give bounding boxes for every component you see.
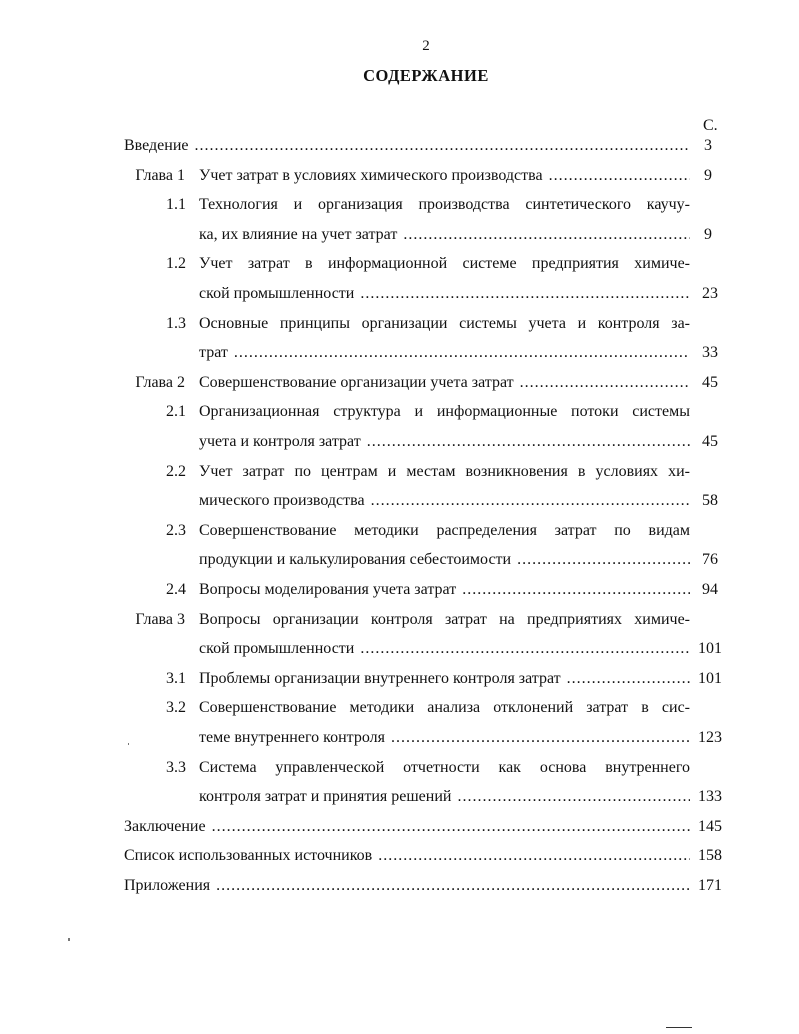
toc-entry-title-text: Система управленческой отчетности как основа внутреннего xyxy=(199,758,690,776)
toc-entry-title-text: Вопросы организации контроля затрат на предприятиях химиче- xyxy=(199,610,690,628)
toc-entry-page: 76 xyxy=(702,551,718,569)
toc-entry-title xyxy=(124,135,690,157)
toc-entry-line xyxy=(0,490,799,512)
toc-entry-number: 1.3 xyxy=(166,314,186,332)
dot-leader xyxy=(216,875,690,897)
toc-entry-number: 3.2 xyxy=(166,699,186,717)
toc-entry-line xyxy=(0,165,799,187)
toc-entry-number: Глава 1 xyxy=(135,166,185,184)
toc-entry-line xyxy=(0,224,799,246)
toc-entry-line xyxy=(0,757,799,779)
toc-entry-title xyxy=(124,845,690,867)
toc-entry-title-text: Приложения xyxy=(124,877,211,894)
toc-entry-title xyxy=(199,727,690,749)
dot-leader xyxy=(371,490,690,512)
toc-entry-title-text: Список использованных источников xyxy=(124,847,373,865)
dot-leader xyxy=(462,579,690,601)
toc-entry-line xyxy=(0,816,799,838)
toc-entry-title-text: Основные принципы организации системы учета и контроля за- xyxy=(199,314,690,332)
dot-leader xyxy=(360,638,690,660)
toc-entry-title xyxy=(199,549,690,571)
toc-entry-title-text: Вопросы моделирования учета затрат xyxy=(199,581,457,598)
toc-entry-title-text: продукции и калькулирования себестоимости xyxy=(199,551,512,569)
toc-entry-line xyxy=(0,431,799,453)
toc-entry-page: 101 xyxy=(698,640,722,658)
toc-entry-title xyxy=(124,875,690,897)
toc-entry-page: 3 xyxy=(704,137,712,154)
toc-entry-line xyxy=(0,579,799,601)
toc-entry-number: 2.4 xyxy=(166,581,186,598)
toc-entry-page: 23 xyxy=(702,285,718,302)
toc-entry-title-text: контроля затрат и принятия решений xyxy=(199,788,452,806)
toc-entry-title-text: Учет затрат по центрам и местам возникновения в условиях хи- xyxy=(199,462,690,480)
toc-entry-line xyxy=(0,845,799,867)
toc-entry-title-text: Совершенствование организации учета затрат xyxy=(199,373,514,391)
toc-entry-number: 2.3 xyxy=(166,521,186,539)
toc-entry-line xyxy=(0,697,799,719)
toc-entry-line xyxy=(0,549,799,571)
toc-entry-page: 145 xyxy=(698,817,722,835)
dot-leader xyxy=(360,283,690,305)
toc-entry-title-text: Введение xyxy=(124,137,189,154)
dot-leader xyxy=(212,816,690,838)
page-title: СОДЕРЖАНИЕ xyxy=(363,66,489,85)
dot-leader xyxy=(549,165,690,187)
page-number: 2 xyxy=(422,38,430,54)
toc-entry-line xyxy=(0,372,799,394)
toc-entry-title xyxy=(199,283,690,305)
dot-leader xyxy=(520,372,690,394)
toc-entry-title-text: Учет затрат в информационной системе предприятия химиче- xyxy=(199,255,690,273)
toc-entry-title xyxy=(199,490,690,512)
toc-entry-page: 33 xyxy=(702,344,718,362)
dot-leader xyxy=(567,668,690,690)
page-column-header: С. xyxy=(703,117,718,134)
toc-entry-page: 123 xyxy=(698,729,722,746)
toc-entry-page: 45 xyxy=(702,433,718,450)
toc-entry-line xyxy=(0,283,799,305)
toc-entry-number: Глава 3 xyxy=(135,610,185,628)
toc-entry-title xyxy=(199,638,690,660)
toc-entry-title xyxy=(199,165,690,187)
toc-entry-title xyxy=(199,579,690,601)
toc-entry-title-text: ской промышленности xyxy=(199,285,355,302)
toc-entry-page: 94 xyxy=(702,581,718,598)
toc-entry-line xyxy=(0,194,799,216)
toc-entry-line xyxy=(0,461,799,483)
toc-entry-line xyxy=(0,520,799,542)
dot-leader xyxy=(234,342,690,364)
toc-entry-line xyxy=(0,401,799,423)
toc-entry-title-text: Проблемы организации внутреннего контроля затрат xyxy=(199,669,561,687)
toc-entry-page: 9 xyxy=(704,166,712,184)
toc-entry-title xyxy=(199,786,690,808)
toc-entry-title-text: Совершенствование методики анализа отклонений затрат в сис- xyxy=(199,699,690,717)
toc-entry-line xyxy=(0,727,799,749)
toc-entry-title-text: ской промышленности xyxy=(199,640,355,658)
dot-leader xyxy=(517,549,690,571)
toc-entry-title-text: Совершенствование методики распределения затрат по видам xyxy=(199,521,690,539)
toc-entry-page: 9 xyxy=(704,225,712,243)
dot-leader xyxy=(195,135,691,157)
toc-entry-title-text: Учет затрат в условиях химического производства xyxy=(199,166,543,184)
toc-entry-line xyxy=(0,875,799,897)
dot-leader xyxy=(457,786,690,808)
toc-entry-title xyxy=(199,372,690,394)
toc-entry-page: 45 xyxy=(702,373,718,391)
toc-entry-title-text: ка, их влияние на учет затрат xyxy=(199,225,398,243)
toc-entry-title-text: теме внутреннего контроля xyxy=(199,729,385,746)
toc-entry-title xyxy=(199,342,690,364)
toc-entry-page: 58 xyxy=(702,492,718,510)
toc-entry-title-text: Технология и организация производства синтетического каучу- xyxy=(199,196,690,214)
toc-entry-line xyxy=(0,313,799,335)
toc-entry-number: 2.2 xyxy=(166,462,186,480)
toc-entry-title-text: учета и контроля затрат xyxy=(199,433,361,450)
scan-edge-mark xyxy=(666,1027,692,1028)
toc-entry-title xyxy=(124,816,690,838)
toc-entry-line xyxy=(0,786,799,808)
dot-leader xyxy=(391,727,690,749)
toc-entry-line xyxy=(0,668,799,690)
toc-entry-title-text: мического производства xyxy=(199,492,365,510)
dot-leader xyxy=(403,224,690,246)
toc-entry-number: Глава 2 xyxy=(135,373,185,391)
toc-entry-line xyxy=(0,342,799,364)
toc-entry-title-text: Заключение xyxy=(124,817,206,835)
toc-entry-line xyxy=(0,253,799,275)
toc-entry-title xyxy=(199,431,690,453)
toc-entry-title xyxy=(199,668,690,690)
scan-speck xyxy=(68,938,70,941)
toc-entry-number: 3.1 xyxy=(166,669,186,687)
toc-entry-page: 101 xyxy=(698,669,722,687)
toc-entry-number: 2.1 xyxy=(166,403,186,421)
toc-entry-number: 1.1 xyxy=(166,196,186,214)
toc-entry-number: 1.2 xyxy=(166,255,186,273)
toc-entry-page: 171 xyxy=(698,877,722,894)
toc-entry-page: 158 xyxy=(698,847,722,865)
toc-entry-line xyxy=(0,638,799,660)
toc-entry-title-text: трат xyxy=(199,344,228,362)
toc-entry-line xyxy=(0,609,799,631)
toc-entry-page: 133 xyxy=(698,788,722,806)
toc-entry-title-text: Организационная структура и информационные потоки системы xyxy=(199,403,690,421)
dot-leader xyxy=(378,845,690,867)
toc-entry-number: 3.3 xyxy=(166,758,186,776)
toc-entry-title xyxy=(199,224,690,246)
toc-entry-line xyxy=(0,135,799,157)
dot-leader xyxy=(367,431,690,453)
scan-speck xyxy=(128,743,129,745)
